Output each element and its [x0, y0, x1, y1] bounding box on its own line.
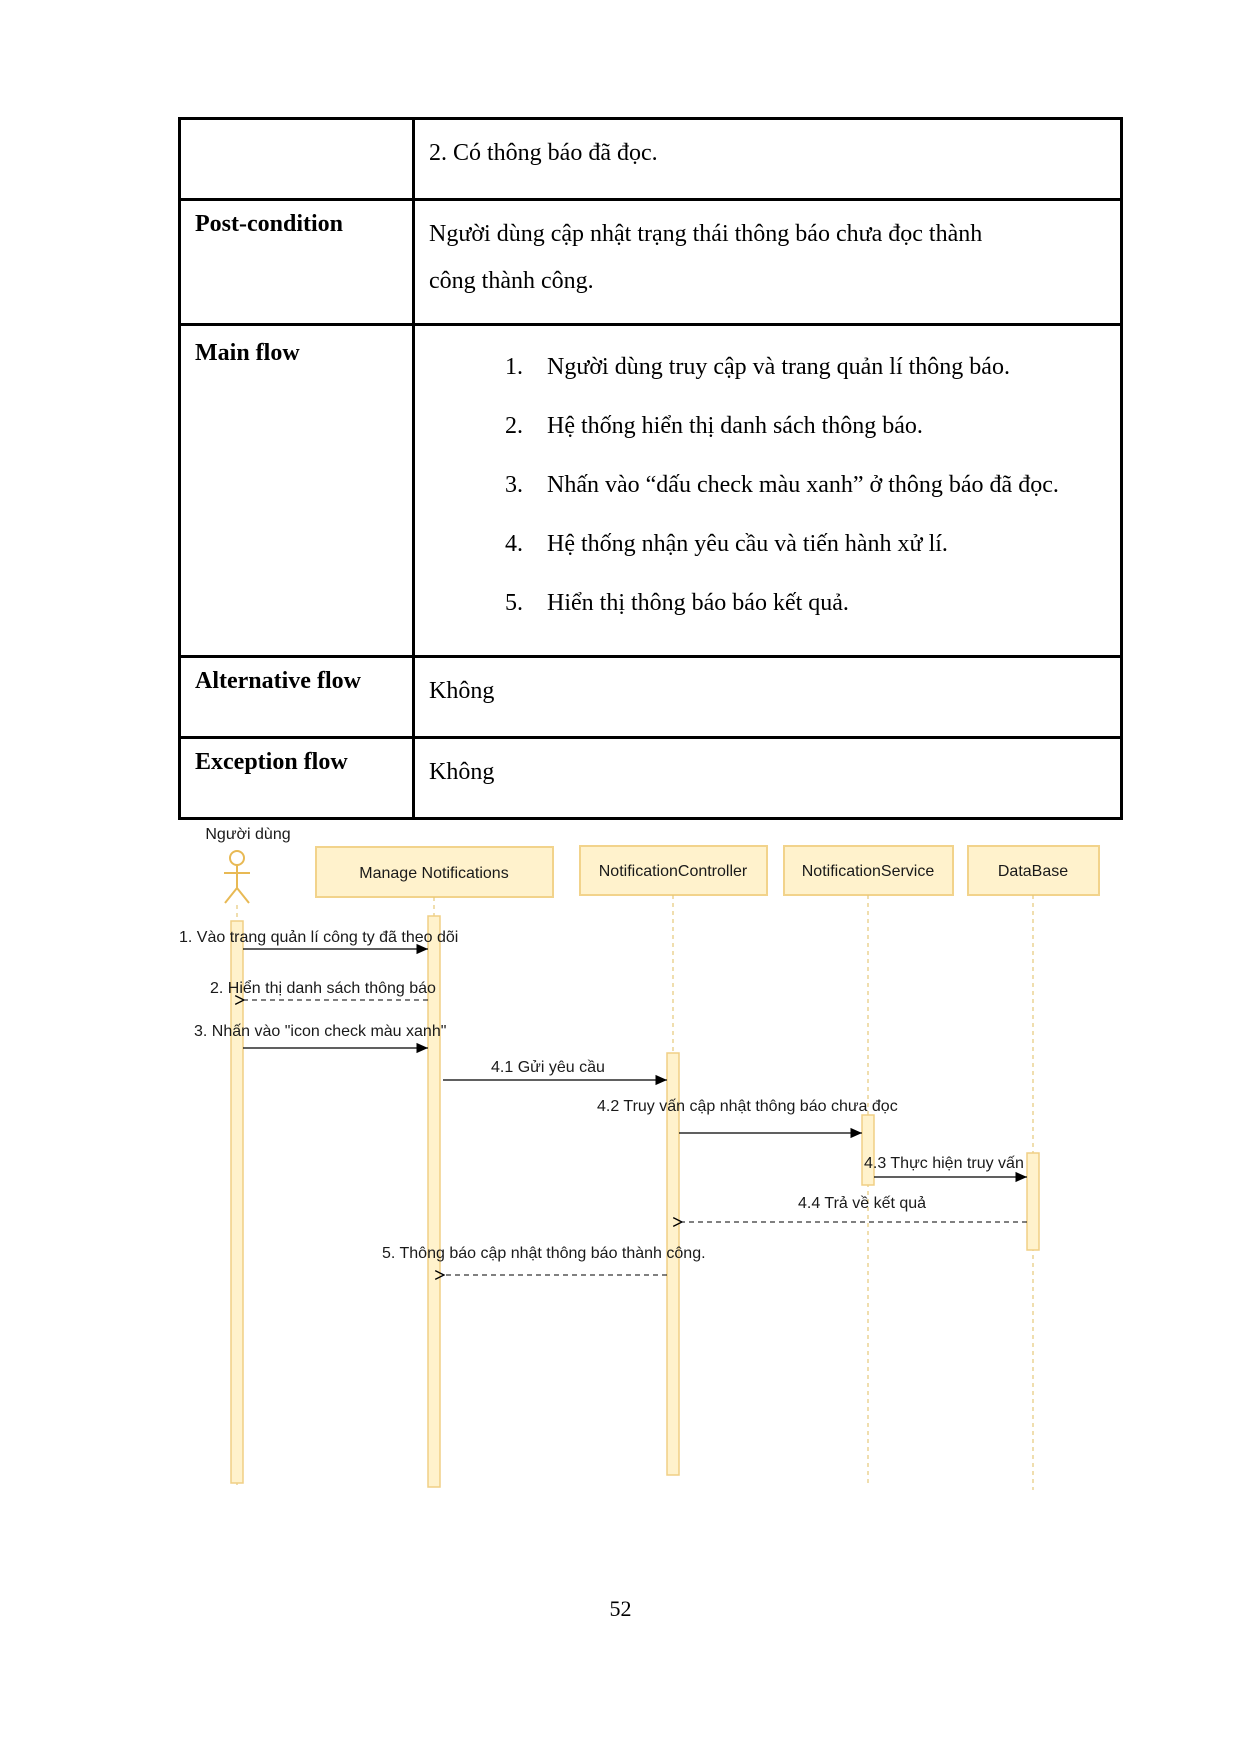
main-flow-step: 1. Người dùng truy cập và trang quản lí thông báo.: [529, 338, 1106, 397]
exception-flow-value: Không: [414, 738, 1122, 819]
exception-flow-label: Exception flow: [180, 738, 414, 819]
actor-label: Người dùng: [205, 826, 291, 843]
main-flow-step: 4. Hệ thống nhận yêu cầu và tiến hành xử lí.: [529, 515, 1106, 574]
controller-activation-bar: [667, 1053, 679, 1475]
postcondition-label: Post-condition: [180, 200, 414, 325]
postcondition-text-line2: công thành công.: [429, 268, 594, 294]
participant-manage-notifications-label: Manage Notifications: [359, 865, 509, 882]
message-4-4-label: 4.4 Trả về kết quả: [798, 1195, 927, 1212]
participant-notification-service-label: NotificationService: [801, 863, 935, 880]
participant-notification-controller-label: NotificationController: [598, 863, 748, 880]
main-flow-step: 3. Nhấn vào “dấu check màu xanh” ở thông báo đã đọc.: [529, 456, 1106, 515]
message-4-3-label: 4.3 Thực hiện truy vấn: [864, 1155, 1024, 1172]
service-activation-bar: [862, 1115, 874, 1185]
message-4-1-label: 4.1 Gửi yêu cầu: [491, 1059, 605, 1076]
page-number: 52: [609, 1596, 632, 1621]
database-activation-bar: [1027, 1153, 1039, 1250]
participant-database-label: DataBase: [997, 863, 1069, 880]
alternative-flow-label: Alternative flow: [180, 657, 414, 738]
message-5-label: 5. Thông báo cập nhật thông báo thành công.: [382, 1245, 706, 1262]
message-1-label: 1. Vào trang quản lí công ty đã theo dõi: [179, 929, 459, 946]
message-3-label: 3. Nhấn vào "icon check màu xanh": [194, 1023, 447, 1040]
alternative-flow-value: Không: [414, 657, 1122, 738]
main-flow-step: 5. Hiển thị thông báo báo kết quả.: [529, 574, 1106, 633]
main-flow-label: Main flow: [180, 325, 414, 657]
main-flow-step: 2. Hệ thống hiển thị danh sách thông báo.: [529, 397, 1106, 456]
actor-activation-bar: [231, 921, 243, 1483]
actor-icon: [224, 851, 250, 903]
postcondition-text-line1: Người dùng cập nhật trạng thái thông báo chưa đọc thành: [429, 221, 983, 247]
precondition-value: 2. Có thông báo đã đọc.: [414, 119, 1122, 200]
message-4-2-label: 4.2 Truy vấn cập nhật thông báo chưa đọc: [597, 1098, 898, 1115]
message-2-label: 2. Hiển thị danh sách thông báo: [210, 980, 436, 997]
manage-notifications-activation-bar: [428, 916, 440, 1487]
